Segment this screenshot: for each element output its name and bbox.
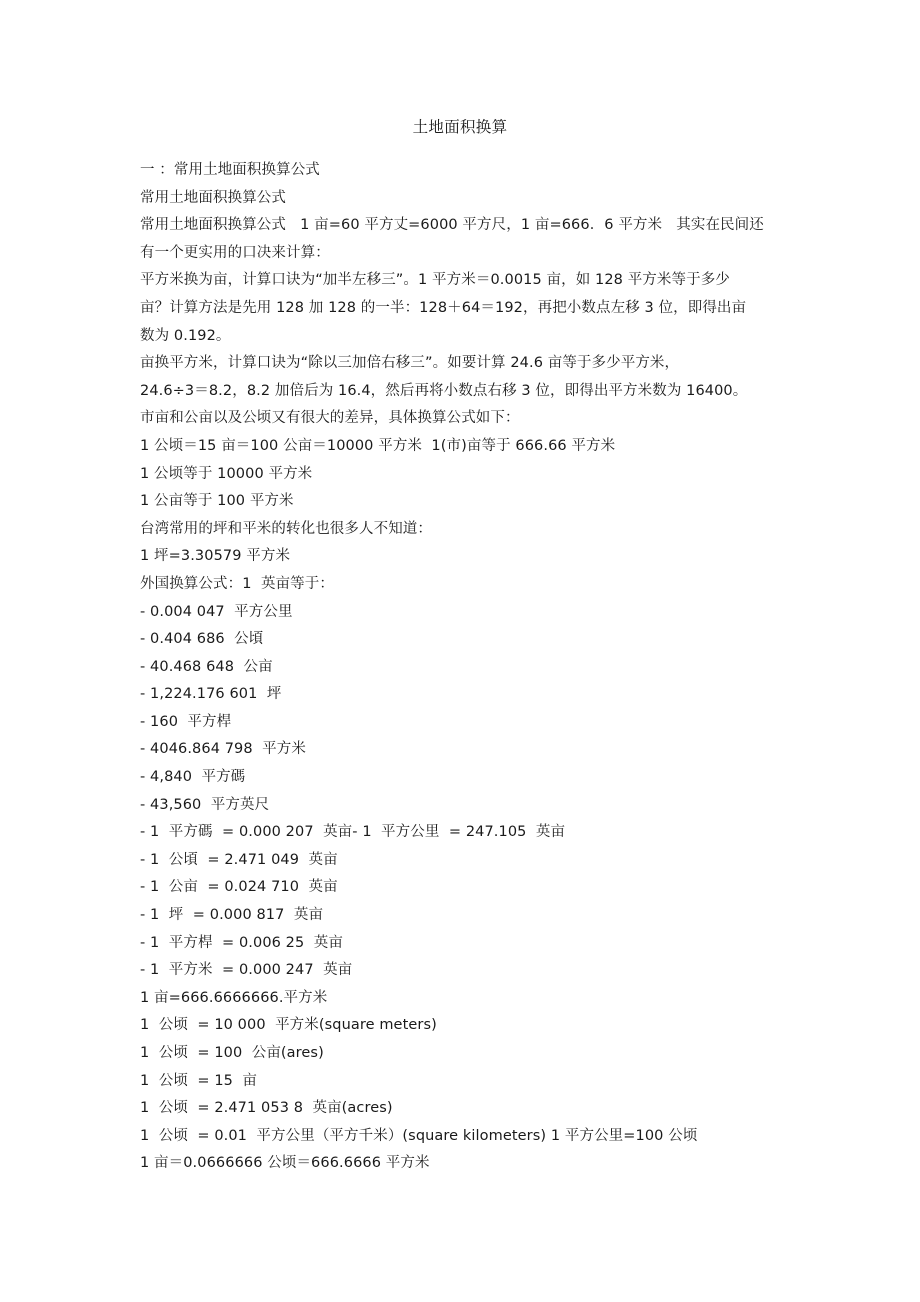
list-item: - 1,224.176 601 坪 [140,686,282,703]
text-line: 1 公顷等于 10000 平方米 [140,465,313,482]
list-item: - 1 平方桿 = 0.006 25 英亩 [140,934,343,951]
list-item: - 1 公亩 = 0.024 710 英亩 [140,879,338,896]
list-item: - 1 公頃 = 2.471 049 英亩 [140,851,338,868]
list-item: - 0.004 047 平方公里 [140,603,293,620]
list-item: - 1 坪 = 0.000 817 英亩 [140,907,324,924]
text-line: 1 公顷 = 2.471 053 8 英亩(acres) [140,1100,393,1117]
text-line: 1 公顷 = 0.01 平方公里（平方千米）(square kilometers) 1 平方公里=100 公顷 [140,1127,698,1144]
text-line: 亩？计算方法是先用 128 加 128 的一半：128＋64＝192，再把小数点左移 3 位，即得出亩 [140,299,747,316]
document-body [140,157,788,1178]
list-item: - 1 平方米 = 0.000 247 英亩 [140,962,353,979]
text-line: 外国换算公式：1 英亩等于： [140,575,334,592]
list-item: - 0.404 686 公頃 [140,631,264,648]
text-line: 1 公亩等于 100 平方米 [140,493,294,510]
text-line: 常用土地面积换算公式 [140,189,286,206]
text-line: 一 ：常用土地面积换算公式 [140,162,320,178]
text-line: 1 公顷 = 10 000 平方米(square meters) [140,1017,437,1034]
text-line: 常用土地面积换算公式 1 亩=60 平方丈=6000 平方尺，1 亩=666．6 平方米 其实在民间还 [140,217,764,234]
text-line: 台湾常用的坪和平米的转化也很多人不知道： [140,520,432,537]
list-item: - 1 平方碼 = 0.000 207 英亩- 1 平方公里 = 247.105 英亩 [140,824,566,841]
text-line: 1 公顷＝15 亩＝100 公亩＝10000 平方米 1(市)亩等于 666.66 平方米 [140,437,616,454]
text-line: 1 亩＝0.0666666 公顷＝666.6666 平方米 [140,1155,430,1172]
list-item: - 4046.864 798 平方米 [140,741,306,758]
list-item: - 40.468 648 公亩 [140,658,273,675]
text-line: 市亩和公亩以及公顷又有很大的差异，具体换算公式如下： [140,410,520,427]
text-line: 1 坪=3.30579 平方米 [140,548,291,565]
text-line: 有一个更实用的口决来计算： [140,244,330,261]
text-line: 1 亩=666.6666666.平方米 [140,989,328,1006]
list-item: - 4,840 平方碼 [140,769,246,786]
list-item: - 160 平方桿 [140,713,232,730]
text-line: 1 公顷 = 100 公亩(ares) [140,1045,324,1061]
text-line: 数为 0.192。 [140,327,231,344]
list-item: - 43,560 平方英尺 [140,796,270,813]
text-line: 亩换平方米，计算口诀为“除以三加倍右移三”。如要计算 24.6 亩等于多少平方米， [140,355,680,372]
text-line: 平方米换为亩，计算口诀为“加半左移三”。1 平方米＝0.0015 亩，如 128 平方米等于多少 [140,272,730,289]
document-title: 土地面积换算 [412,118,508,136]
text-line: 1 公顷 = 15 亩 [140,1072,257,1089]
text-line: 24.6÷3＝8.2，8.2 加倍后为 16.4，然后再将小数点右移 3 位，即得出平方米数为 16400。 [140,382,748,399]
